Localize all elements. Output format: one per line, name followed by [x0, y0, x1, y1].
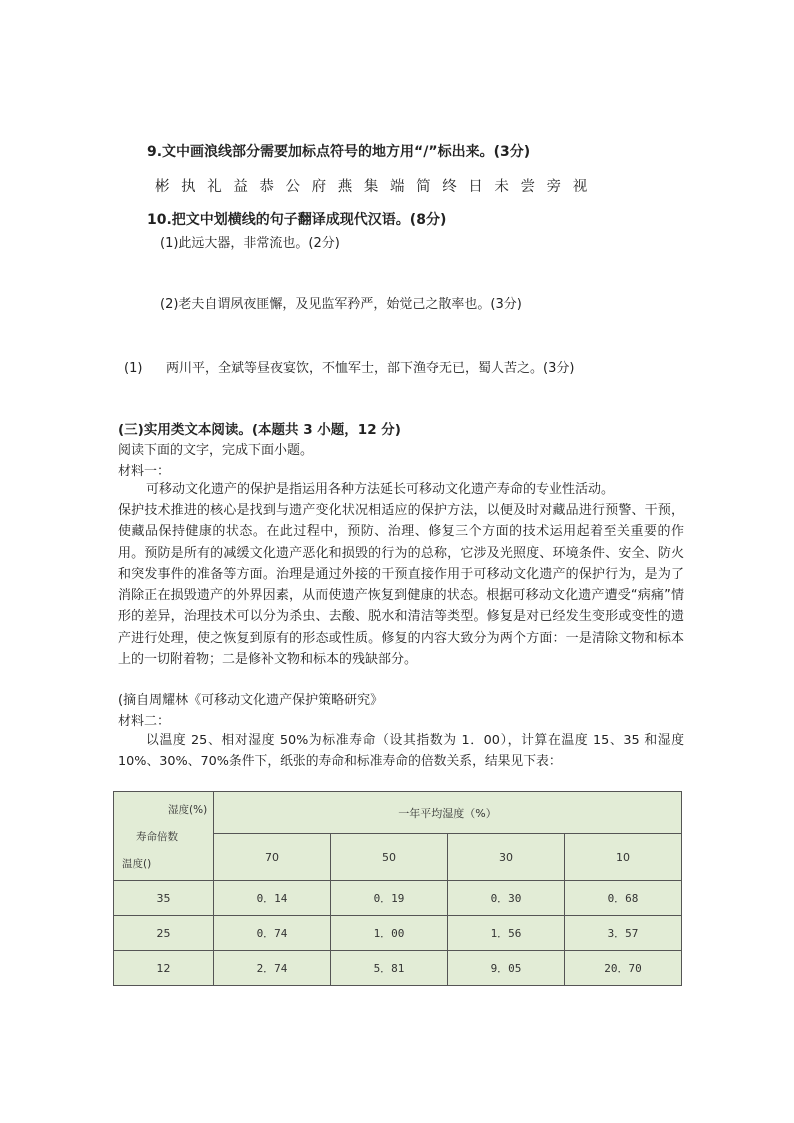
humidity-group-header: 一年平均湿度（%）: [214, 792, 682, 834]
section-3-instruction: 阅读下面的文字，完成下面小题。: [118, 443, 314, 458]
table-cell: 1．56: [448, 916, 565, 951]
table-cell: 0．30: [448, 881, 565, 916]
question-10-title: 10.把文中划横线的句子翻译成现代汉语。(8分): [147, 212, 447, 228]
material-2-label: 材料二：: [118, 714, 171, 729]
question-9-title: 9.文中画浪线部分需要加标点符号的地方用“/”标出来。(3分): [147, 144, 531, 160]
table-cell: 1．00: [331, 916, 448, 951]
column-header: 50: [331, 834, 448, 881]
question-10-sentence-1: (1)此远大器，非常流也。(2分): [160, 236, 340, 251]
material-2-paragraph: 以温度 25、相对湿度 50%为标准寿命（设其指数为 1．00），计算在温度 15、35 和湿度 10%、30%、70%条件下，纸张的寿命和标准寿命的倍数关系，结果见下表：: [118, 733, 684, 769]
material-1-label: 材料一：: [118, 464, 171, 479]
question-10-sentence-2: (2)老夫自谓夙夜匪懈，及见监军矜严，始觉己之散率也。(3分): [160, 297, 522, 312]
table-cell: 0．19: [331, 881, 448, 916]
paper-lifespan-table: [113, 791, 682, 986]
material-1-paragraph-2: 保护技术推进的核心是找到与遗产变化状况相适应的保护方法，以便及时对藏品进行预警、干预，使藏品保持健康的状态。在此过程中，预防、治理、修复三个方面的技术运用起着至关重要的作用。预防是所有的减缓文化遗产恶化和损毁的行为的总称，它涉及光照度、环境条件、安全、防火和突发事件的准备等方面。治理是通过外接的干预直接作用于可移动文化遗产的保护行为，是为了消除正在损毁遗产的外界因素，从而使遗产恢复到健康的状态。根据可移动文化遗产遭受“病痛”情形的差异，治理技术可以分为杀虫、去酸、脱水和清洁等类型。修复是对已经发生变形或变性的遗产进行处理，使之恢复到原有的形态或性质。修复的内容大致分为两个方面：一是清除文物和标本上的一切附着物；二是修补文物和标本的残缺部分。: [118, 503, 684, 668]
table-cell: 2．74: [214, 951, 331, 986]
table-cell: 5．81: [331, 951, 448, 986]
table-cell: 0．74: [214, 916, 331, 951]
table-corner-cell: [114, 792, 214, 881]
row-temperature: 25: [114, 916, 214, 951]
table-cell: 3．57: [565, 916, 682, 951]
sentence-3-number: (1): [124, 361, 143, 376]
column-header: 70: [214, 834, 331, 881]
table-cell: 0．68: [565, 881, 682, 916]
table-cell: 20．70: [565, 951, 682, 986]
column-header: 10: [565, 834, 682, 881]
question-9-characters: 彬 执 礼 益 恭 公 府 燕 集 端 简 终 日 未 尝 旁 视: [155, 179, 590, 195]
row-temperature: 12: [114, 951, 214, 986]
row-temperature: 35: [114, 881, 214, 916]
material-1-source: (摘自周耀林《可移动文化遗产保护策略研究》: [118, 693, 384, 708]
sentence-3-text: 两川平，全斌等昼夜宴饮，不恤军士，部下渔夺无已，蜀人苦之。(3分): [166, 361, 575, 376]
corner-humidity-label: 湿度(%): [168, 804, 208, 816]
question-10-sentence-3: [124, 357, 574, 376]
material-1-paragraph-1: 可移动文化遗产的保护是指运用各种方法延长可移动文化遗产寿命的专业性活动。: [146, 482, 615, 497]
table-cell: 0．14: [214, 881, 331, 916]
table-cell: 9．05: [448, 951, 565, 986]
corner-multiple-label: 寿命倍数: [136, 831, 178, 843]
corner-temperature-label: 温度(): [122, 858, 152, 870]
column-header: 30: [448, 834, 565, 881]
section-3-title: (三)实用类文本阅读。(本题共 3 小题，12 分): [118, 422, 401, 438]
